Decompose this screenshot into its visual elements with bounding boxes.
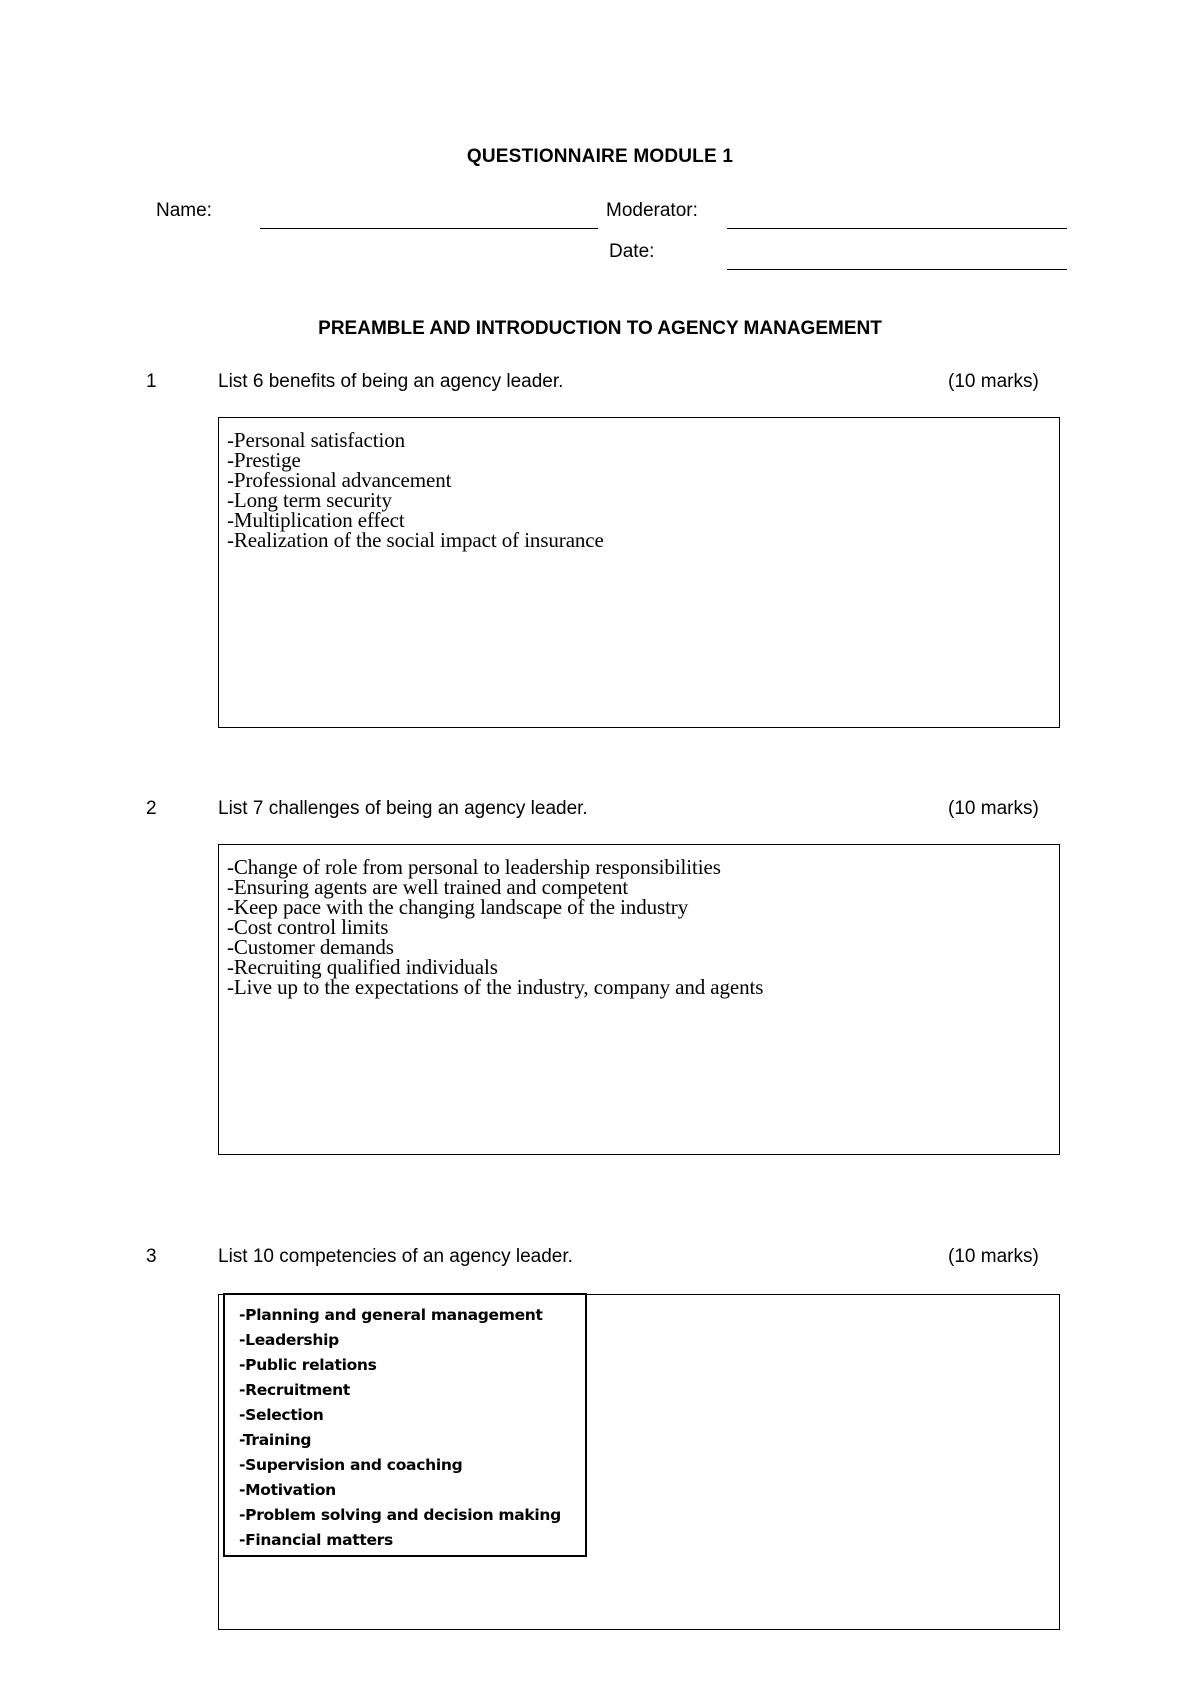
- answer-item: -Customer demands: [227, 935, 394, 959]
- moderator-label: Moderator:: [606, 200, 698, 221]
- question-number: 2: [146, 798, 157, 819]
- answer-list: [227, 857, 763, 997]
- answer-item: -Supervision and coaching: [239, 1456, 463, 1474]
- answer-item: -Cost control limits: [227, 915, 389, 939]
- answer-item: -Long term security: [227, 488, 392, 512]
- question-marks: (10 marks): [948, 798, 1039, 819]
- question-text: List 10 competencies of an agency leader.: [218, 1246, 573, 1267]
- answer-item: -Prestige: [227, 448, 301, 472]
- answer-item: -Recruitment: [239, 1381, 350, 1399]
- answer-list: [227, 430, 604, 550]
- answer-box-3[interactable]: [218, 1294, 1060, 1630]
- answer-item: -Change of role from personal to leadership responsibilities: [227, 855, 721, 879]
- name-field-line[interactable]: [260, 228, 598, 229]
- section-title: PREAMBLE AND INTRODUCTION TO AGENCY MANAGEMENT: [318, 318, 882, 339]
- answer-item: -Multiplication effect: [227, 508, 405, 532]
- answer-list: [239, 1303, 561, 1553]
- question-marks: (10 marks): [948, 371, 1039, 392]
- question-text: List 6 benefits of being an agency leader.: [218, 371, 564, 392]
- answer-box-1[interactable]: [218, 417, 1060, 728]
- answer-item: -Public relations: [239, 1356, 377, 1374]
- answer-item: -Selection: [239, 1406, 324, 1424]
- answer-item: -Recruiting qualified individuals: [227, 955, 498, 979]
- name-label: Name:: [156, 200, 212, 221]
- answer-item: -Motivation: [239, 1481, 336, 1499]
- answer-item: -Professional advancement: [227, 468, 452, 492]
- answer-item: -Personal satisfaction: [227, 428, 406, 452]
- answer-item: -Ensuring agents are well trained and competent: [227, 875, 629, 899]
- page-title: QUESTIONNAIRE MODULE 1: [466, 146, 734, 167]
- question-number: 3: [146, 1246, 157, 1267]
- answer-item: -Leadership: [239, 1331, 339, 1349]
- date-label: Date:: [609, 241, 655, 262]
- question-marks: (10 marks): [948, 1246, 1039, 1267]
- answer-item: -Training: [239, 1431, 312, 1449]
- answer-item: -Financial matters: [239, 1531, 393, 1549]
- answer-item: -Live up to the expectations of the industry, company and agents: [227, 975, 764, 999]
- date-field-line[interactable]: [727, 269, 1067, 270]
- answer-box-2[interactable]: [218, 844, 1060, 1155]
- answer-item: -Keep pace with the changing landscape of the industry: [227, 895, 689, 919]
- question-number: 1: [146, 371, 157, 392]
- answer-item: -Realization of the social impact of insurance: [227, 528, 604, 552]
- answer-item: -Planning and general management: [239, 1306, 543, 1324]
- moderator-field-line[interactable]: [727, 228, 1067, 229]
- answer-item: -Problem solving and decision making: [239, 1506, 561, 1524]
- question-text: List 7 challenges of being an agency leader.: [218, 798, 588, 819]
- answer-inset-box: [223, 1293, 587, 1557]
